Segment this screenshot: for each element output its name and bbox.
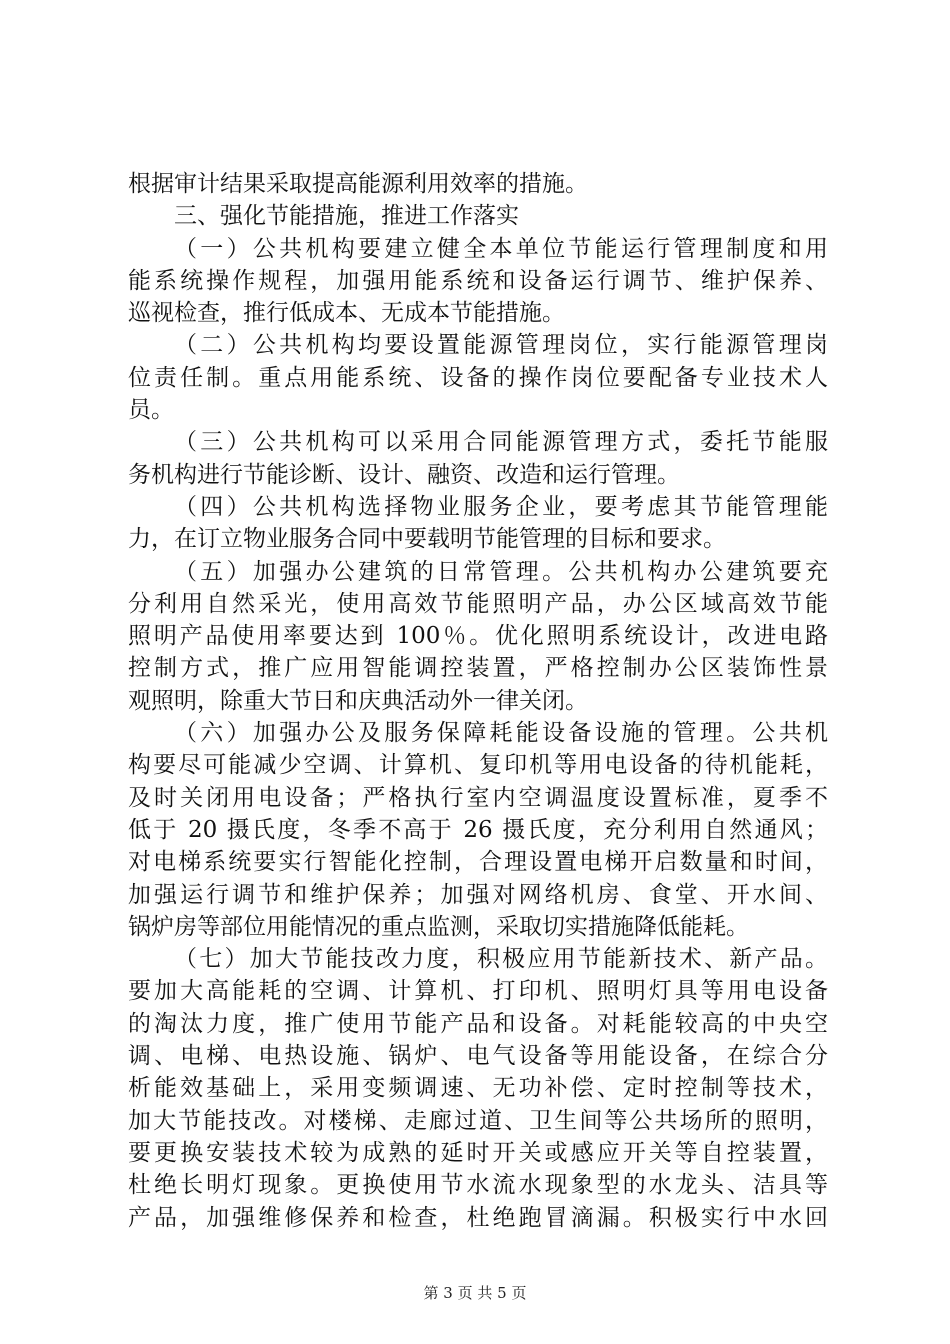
text-line: （一）公共机构要建立健全本单位节能运行管理制度和用 xyxy=(174,235,828,262)
text-line: 构要尽可能减少空调、计算机、复印机等用电设备的待机能耗， xyxy=(128,752,828,779)
text-line: 能系统操作规程，加强用能系统和设备运行调节、维护保养、 xyxy=(128,267,828,294)
document-body xyxy=(128,168,828,1234)
text-line: 要更换安装技术较为成熟的延时开关或感应开关等自控装置， xyxy=(128,1139,828,1166)
page-number-footer: 第 3 页 共 5 页 xyxy=(423,1284,527,1302)
text-line: （七）加大节能技改力度，积极应用节能新技术、新产品。 xyxy=(174,946,828,973)
text-line: 观照明，除重大节日和庆典活动外一律关闭。 xyxy=(128,687,588,714)
text-line: 调、电梯、电热设施、锅炉、电气设备等用能设备，在综合分 xyxy=(128,1043,828,1070)
text-line: 分利用自然采光，使用高效节能照明产品，办公区域高效节能 xyxy=(128,590,828,617)
text-line: 巡视检查，推行低成本、无成本节能措施。 xyxy=(128,300,565,327)
text-line: （五）加强办公建筑的日常管理。公共机构办公建筑要充 xyxy=(174,558,828,585)
text-line: 力，在订立物业服务合同中要载明节能管理的目标和要求。 xyxy=(128,526,726,553)
text-line: 控制方式，推广应用智能调控装置，严格控制办公区装饰性景 xyxy=(128,655,828,682)
text-line: 三、强化节能措施，推进工作落实 xyxy=(174,203,519,230)
text-line: 务机构进行节能诊断、设计、融资、改造和运行管理。 xyxy=(128,461,680,488)
text-line: 低于 20 摄氏度，冬季不高于 26 摄氏度，充分利用自然通风； xyxy=(128,816,828,843)
text-line: 加强运行调节和维护保养；加强对网络机房、食堂、开水间、 xyxy=(128,881,828,908)
text-line: 及时关闭用电设备；严格执行室内空调温度设置标准，夏季不 xyxy=(128,784,828,811)
text-line: 根据审计结果采取提高能源利用效率的措施。 xyxy=(128,171,588,197)
text-line: （三）公共机构可以采用合同能源管理方式，委托节能服 xyxy=(174,429,828,456)
text-line: （二）公共机构均要设置能源管理岗位，实行能源管理岗 xyxy=(174,332,828,359)
text-line: 杜绝长明灯现象。更换使用节水流水现象型的水龙头、洁具等 xyxy=(128,1172,828,1199)
text-line: 锅炉房等部位用能情况的重点监测，采取切实措施降低能耗。 xyxy=(128,913,749,940)
text-line: 的淘汰力度，推广使用节能产品和设备。对耗能较高的中央空 xyxy=(128,1010,828,1037)
text-line: 对电梯系统要实行智能化控制，合理设置电梯开启数量和时间， xyxy=(128,849,828,876)
text-line: 要加大高能耗的空调、计算机、打印机、照明灯具等用电设备 xyxy=(128,978,828,1005)
text-line: 员。 xyxy=(128,397,174,424)
text-line: （四）公共机构选择物业服务企业，要考虑其节能管理能 xyxy=(174,493,828,520)
text-line: 加大节能技改。对楼梯、走廊过道、卫生间等公共场所的照明， xyxy=(128,1107,828,1134)
text-line: 产品，加强维修保养和检查，杜绝跑冒滴漏。积极实行中水回 xyxy=(128,1204,828,1231)
text-line: 析能效基础上，采用变频调速、无功补偿、定时控制等技术， xyxy=(128,1075,828,1102)
text-line: 照明产品使用率要达到 100％。优化照明系统设计，改进电路 xyxy=(128,623,828,650)
text-line: （六）加强办公及服务保障耗能设备设施的管理。公共机 xyxy=(174,720,828,747)
text-line: 位责任制。重点用能系统、设备的操作岗位要配备专业技术人 xyxy=(128,364,828,391)
